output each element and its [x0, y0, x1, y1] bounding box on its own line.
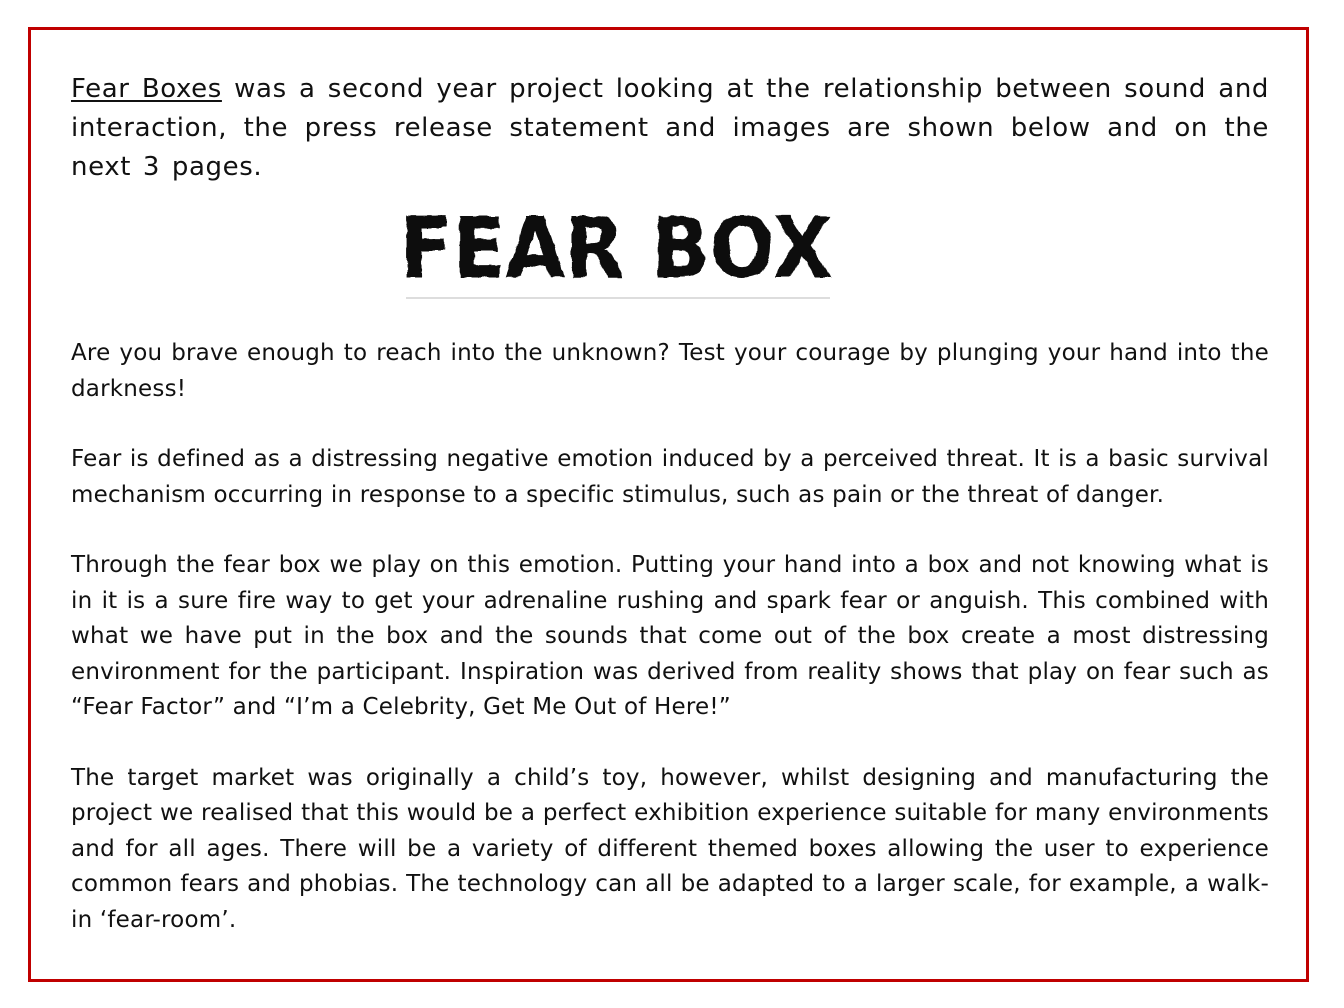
intro-paragraph — [71, 70, 1269, 187]
paragraph-question: Are you brave enough to reach into the unknown? Test your courage by plunging your hand into the darkness! — [71, 340, 1269, 402]
logo-text: FEAR BOX — [400, 199, 832, 297]
paragraph-concept: Through the fear box we play on this emotion. Putting your hand into a box and not knowing what is in it is a sure fire way to get your adrenaline rushing and spark fear or anguish. This combined with what we have put in the box and the sounds that come out of the box create a most distressing environment for the participant. Inspiration was derived from reality shows that play on fear such as “Fear Factor” and “I’m a Celebrity, Get Me Out of Here!” — [71, 552, 1269, 720]
intro-block — [71, 70, 1269, 187]
paragraph-target-market: The target market was originally a child’s toy, however, whilst designing and manufacturing the project we realised that this would be a perfect exhibition experience suitable for many environments and for all ages. There will be a variety of different themed boxes allowing the user to experience common fears and phobias. The technology can all be adapted to a larger scale, for example, a walk-in ‘fear-room’. — [71, 764, 1269, 933]
project-title-link[interactable]: Fear Boxes — [71, 74, 222, 104]
intro-text: was a second year project looking at the relationship between sound and interaction, the press release statement and images are shown below and on the next 3 pages. — [71, 74, 1269, 182]
paragraph-fear-definition: Fear is defined as a distressing negative emotion induced by a perceived threat. It is a basic survival mechanism occurring in response to a specific stimulus, such as pain or the threat of danger. — [71, 446, 1269, 508]
fear-box-logo — [400, 197, 840, 305]
fear-box-logo-graphic — [400, 197, 840, 305]
press-release — [71, 336, 1269, 973]
